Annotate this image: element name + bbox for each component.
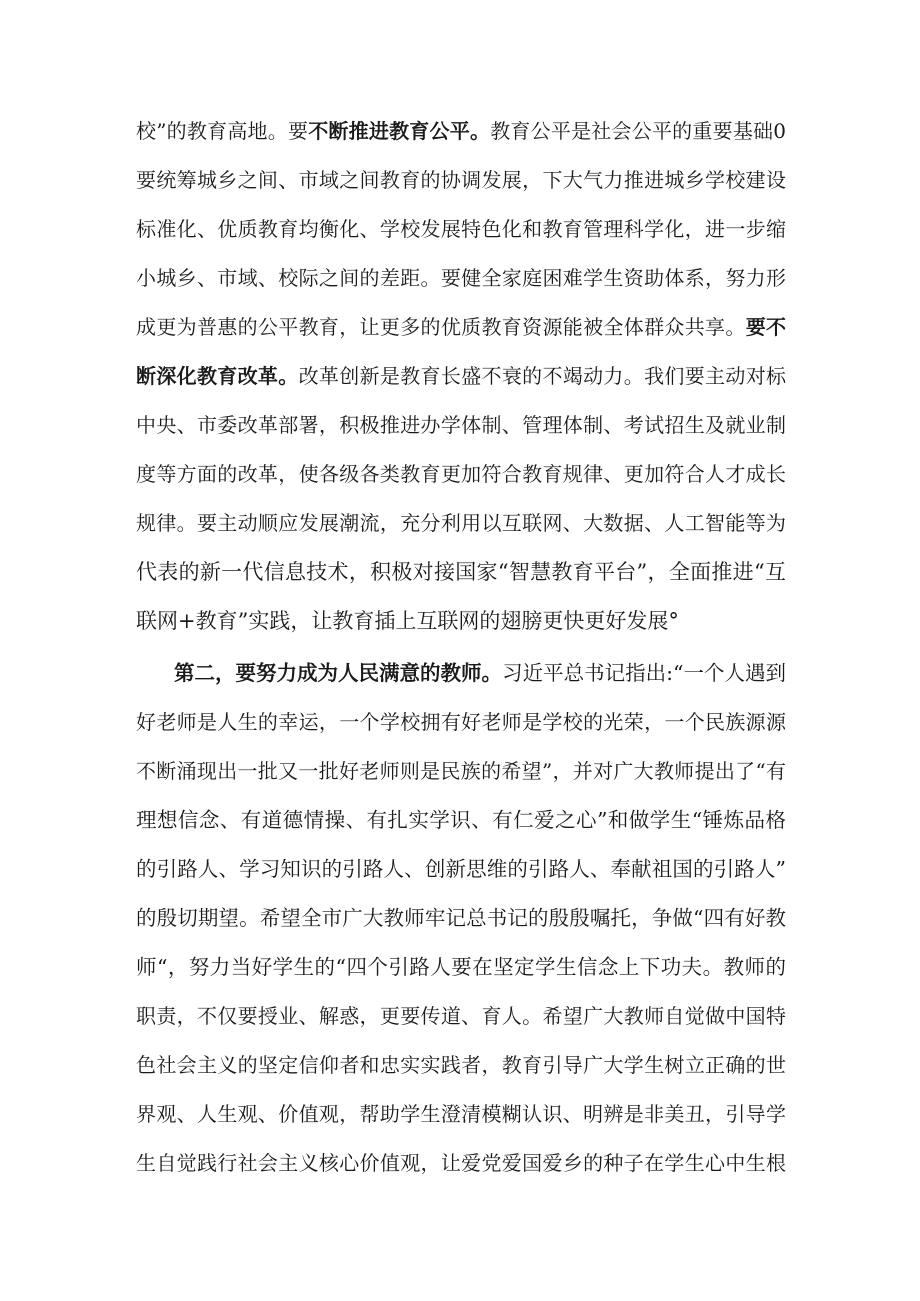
text-line: 小城乡、市域、校际之间的差距。要健全家庭困难学生资助体系，努力形 <box>136 266 786 290</box>
text-line: 的引路人、学习知识的引路人、创新思维的引路人、奉献祖国的引路人” <box>136 857 786 881</box>
text-run: 教育公平是社会公平的重要基础0 <box>490 119 786 143</box>
text-line: 度等方面的改革，使各级各类教育更加符合教育规律、更加符合人才成长 <box>136 462 786 486</box>
text-line: 联网+教育”实践，让教育插上互联网的翅膀更快更好发展° <box>136 609 679 633</box>
text-line: 中央、市委改革部署，积极推进办学体制、管理体制、考试招生及就业制 <box>136 413 786 437</box>
text-run: 习近平总书记指出:“一个人遇到 <box>502 661 786 685</box>
text-line: 不断涌现出一批又一批好老师则是民族的希望”，并对广大教师提出了“有 <box>136 759 786 783</box>
text-line: 师“，努力当好学生的“四个引路人要在坚定学生信念上下功夫。教师的 <box>136 955 786 979</box>
bold-heading-run: 断深化教育改革。 <box>136 364 299 388</box>
text-line <box>136 307 786 347</box>
text-line: 代表的新一代信息技术，积极对接国家“智慧教育平台”，全面推进“互 <box>136 560 786 584</box>
text-line: 生自觉践行社会主义核心价值观，让爱党爱国爱乡的种子在学生心中生根 <box>136 1151 786 1175</box>
text-line: 界观、人生观、价值观，帮助学生澄清模糊认识、明辨是非美丑，引导学 <box>136 1102 786 1126</box>
text-line: 要统筹城乡之间、市域之间教育的协调发展，下大气力推进城乡学校建设 <box>136 168 786 192</box>
text-line <box>136 356 786 396</box>
text-run: 改革创新是教育长盛不衰的不竭动力。我们要主动对标 <box>298 364 787 388</box>
text-line: 色社会主义的坚定信仰者和忠实实践者，教育引导广大学生树立正确的世 <box>136 1053 786 1077</box>
text-run: 成更为普惠的公平教育，让更多的优质教育资源能被全体群众共享。 <box>136 315 746 339</box>
text-line: 理想信念、有道德情操、有扎实学识、有仁爱之心”和做学生“锤炼品格 <box>136 808 786 832</box>
text-line <box>174 653 786 693</box>
bold-heading-run: 不断推进教育公平。 <box>308 119 491 143</box>
text-line: 标准化、优质教育均衡化、学校发展特色化和教育管理科学化，进一步缩 <box>136 217 786 241</box>
text-line: 规律。要主动顺应发展潮流，充分利用以互联网、大数据、人工智能等为 <box>136 511 786 535</box>
text-line: 的殷切期望。希望全市广大教师牢记总书记的殷殷嘱托，争做“四有好教 <box>136 906 786 930</box>
text-line <box>136 111 786 151</box>
text-line: 职责，不仅要授业、解惑，更要传道、育人。希望广大教师自觉做中国特 <box>136 1004 786 1028</box>
text-line: 好老师是人生的幸运，一个学校拥有好老师是学校的光荣，一个民族源源 <box>136 710 786 734</box>
bold-heading-run: 要不 <box>745 315 787 339</box>
text-run: 校”的教育高地。要 <box>136 119 309 143</box>
bold-heading-run: 第二，要努力成为人民满意的教师。 <box>174 661 503 685</box>
